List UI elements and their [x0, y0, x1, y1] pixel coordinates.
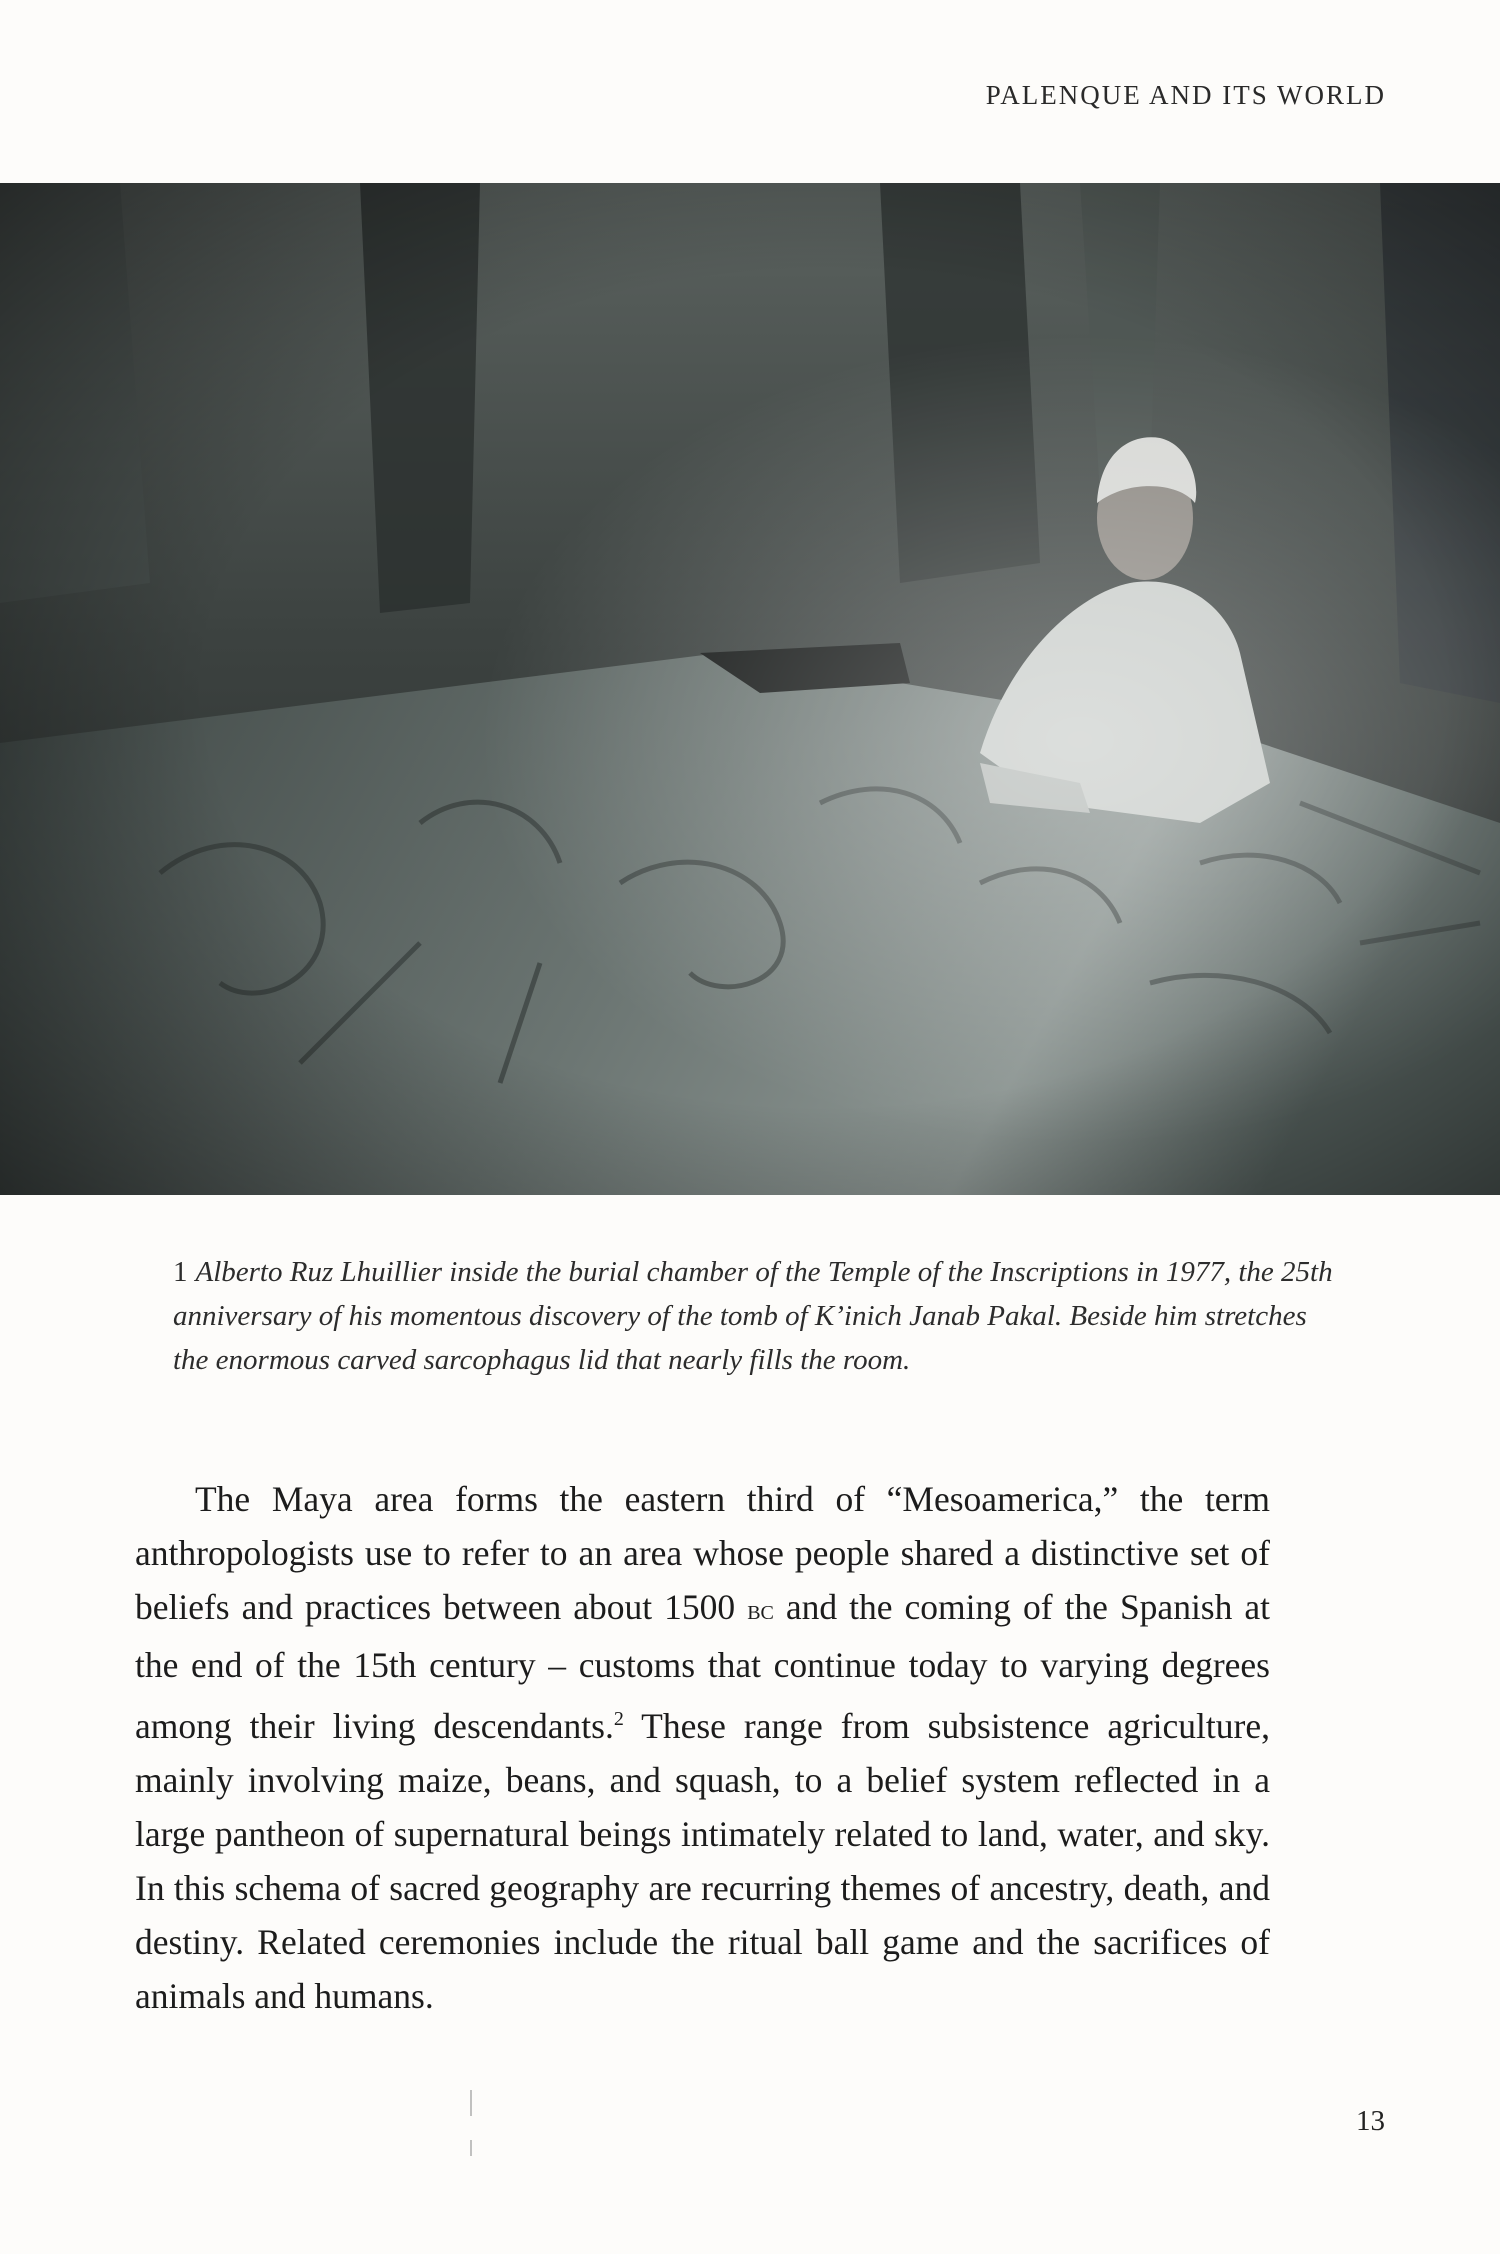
- paragraph-text-3: These range from subsistence agriculture, mainly involving maize, beans, and squash, to a belief system reflected in a large pantheon of supernatural beings intimately related to land, water, and sky. In this schema of sacred geography are recurring themes of ancestry, death, and destiny. Related ceremonies include the ritual ball game and the sacrifices of animals and humans.: [135, 1705, 1270, 2016]
- figure-number: 1: [173, 1256, 188, 1288]
- running-header: PALENQUE AND ITS WORLD: [985, 80, 1386, 110]
- footnote-ref: 2: [613, 1708, 624, 1730]
- page-number: 13: [1356, 2105, 1385, 2137]
- era-abbreviation: bc: [747, 1595, 774, 1626]
- paragraph: [135, 1472, 1270, 2023]
- caption-text: Alberto Ruz Lhuillier inside the burial chamber of the Temple of the Inscriptions in 1977, the 25th anniversary of his momentous discovery of the tomb of K’inich Janab Pakal. Beside him stretches the enormous carved sarcophagus lid that nearly fills the room.: [173, 1256, 1333, 1376]
- figure-photo: [0, 183, 1500, 1195]
- burial-chamber-photo: [0, 183, 1500, 1195]
- figure-caption: [173, 1250, 1333, 1382]
- scan-artifact: [470, 2140, 472, 2156]
- body-text: [135, 1472, 1270, 2023]
- paragraph-text-2: and the coming of the Spanish at the end of the 15th century – customs that continue today to varying degrees among their living descendants.: [135, 1587, 1270, 1746]
- scan-artifact: [470, 2090, 472, 2116]
- paragraph-text-1: The Maya area forms the eastern third of “Mesoamerica,” the term anthropologists use to refer to an area whose people shared a distinctive set of beliefs and practices between about 1500: [135, 1479, 1270, 1627]
